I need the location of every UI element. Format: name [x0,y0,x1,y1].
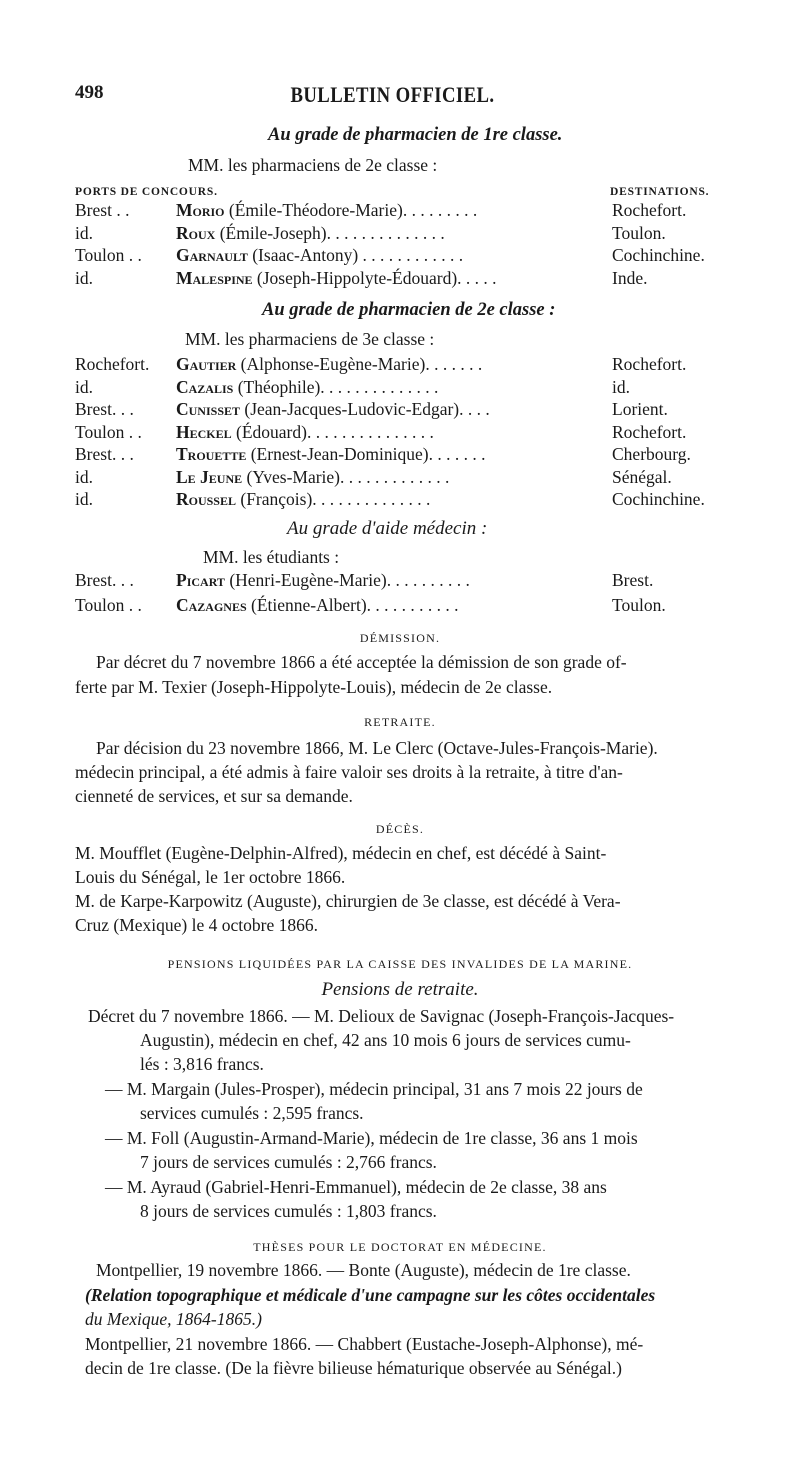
row-destination: Toulon. [612,222,666,243]
row-person [176,595,459,616]
section-heading-retraite: RETRAITE. [364,715,436,729]
paragraph-line: cienneté de services, et sur sa demande. [75,786,353,806]
row-given-names: (Isaac-Antony) . . . . . . . . . . . . [247,245,464,265]
row-person [176,200,477,221]
row-given-names: (Émile-Joseph). . . . . . . . . . . . . . [215,222,445,243]
column-header-ports: PORTS DE CONCOURS. [75,186,218,198]
row-person [176,268,497,289]
paragraph-line: Augustin), médecin en chef, 42 ans 10 mois 6 jours de services cumu- [140,1030,631,1050]
section-subtitle-pensions: Pensions de retraite. [321,979,479,1000]
row-surname: Morio [176,200,225,220]
row-port: Brest . . [75,200,130,220]
row-given-names: (Alphonse-Eugène-Marie). . . . . . . [236,354,483,374]
row-given-names: (Étienne-Albert). . . . . . . . . . . [246,595,459,615]
paragraph-line: services cumulés : 2,595 francs. [140,1103,364,1123]
row-person [176,570,470,591]
row-person [176,223,445,244]
section-heading-deces: DÉCÈS. [375,822,425,836]
row-person [176,245,463,266]
row-port: Brest. . . [75,399,134,419]
paragraph-line: Par décision du 23 novembre 1866, M. Le Clerc (Octave-Jules-François-Marie). [96,738,658,758]
row-person [176,399,490,420]
row-given-names: (François). . . . . . . . . . . . . . [236,489,431,509]
section-title-pharmacien-2: Au grade de pharmacien de 2e classe : [262,300,556,320]
paragraph-line: Par décret du 7 novembre 1866 a été acceptée la démission de son grade of- [96,652,627,672]
paragraph-line: — M. Foll (Augustin-Armand-Marie), médecin de 1re classe, 36 ans 1 mois [105,1128,638,1148]
row-destination: Rochefort. [612,421,687,442]
paragraph-line: — M. Margain (Jules-Prosper), médecin principal, 31 ans 7 mois 22 jours de [105,1079,643,1099]
page-header [75,82,710,112]
paragraph-line: M. de Karpe-Karpowitz (Auguste), chirurgien de 3e classe, est décédé à Vera- [75,891,621,911]
row-given-names: (Henri-Eugène-Marie). . . . . . . . . . [224,570,470,590]
paragraph-line: decin de 1re classe. (De la fièvre bilieuse hématurique observée au Sénégal.) [85,1358,622,1378]
row-surname: Garnault [176,245,248,265]
paragraph-line: Montpellier, 21 novembre 1866. — Chabbert (Eustache-Joseph-Alphonse), mé- [85,1334,644,1354]
paragraph-line: 7 jours de services cumulés : 2,766 francs. [140,1152,437,1172]
row-person [176,354,482,375]
row-given-names: (Yves-Marie). . . . . . . . . . . . . [242,466,450,487]
section-intro: MM. les pharmaciens de 3e classe : [185,329,435,349]
row-port: Rochefort. [75,354,150,374]
row-given-names: (Jean-Jacques-Ludovic-Edgar). . . . [240,399,490,419]
paragraph-line: du Mexique, 1864-1865.) [85,1309,262,1329]
row-surname: Gautier [176,354,237,374]
section-heading-theses: THÈSES POUR LE DOCTORAT EN MÉDECINE. [253,1240,547,1254]
section-title-aide-medecin: Au grade d'aide médecin : [287,518,488,539]
paragraph-line: M. Moufflet (Eugène-Delphin-Alfred), médecin en chef, est décédé à Saint- [75,843,607,863]
row-person [176,467,449,488]
paragraph-line: ferte par M. Texier (Joseph-Hippolyte-Louis), médecin de 2e classe. [75,677,553,697]
paragraph-line: Décret du 7 novembre 1866. — M. Delioux de Savignac (Joseph-François-Jacques- [88,1006,675,1026]
row-surname: Roussel [176,489,236,509]
row-port: id. [75,466,93,487]
page-number: 498 [75,82,104,103]
column-header-destinations: DESTINATIONS. [610,186,710,198]
row-destination: Rochefort. [612,200,687,220]
row-surname: Cazagnes [176,595,247,615]
row-destination: Inde. [612,267,648,288]
paragraph-line: Louis du Sénégal, le 1er octobre 1866. [75,867,346,887]
row-given-names: (Émile-Théodore-Marie). . . . . . . . . [224,200,478,220]
section-intro: MM. les pharmaciens de 2e classe : [188,155,438,175]
row-surname: Roux [176,222,216,243]
row-surname: Cazalis [176,376,234,397]
row-person [176,377,438,398]
row-surname: Heckel [176,421,232,442]
section-heading-demission: DÉMISSION. [359,631,441,645]
row-destination: Toulon. [612,595,666,615]
section-heading-pensions: PENSIONS LIQUIDÉES PAR LA CAISSE DES INVALIDES DE LA MARINE. [167,957,633,971]
paragraph-line: (Relation topographique et médicale d'une campagne sur les côtes occidentales [85,1285,656,1305]
row-surname: Le Jeune [176,466,243,487]
row-given-names: (Joseph-Hippolyte-Édouard). . . . . [252,267,497,288]
row-surname: Trouette [176,444,247,464]
section-intro: MM. les étudiants : [203,547,340,567]
paragraph-line: médecin principal, a été admis à faire valoir ses droits à la retraite, à titre d'an- [75,762,623,782]
row-person [176,489,430,510]
row-port: Brest. . . [75,570,134,590]
section-title-pharmacien-1: Au grade de pharmacien de 1re classe. [268,125,563,145]
row-person [176,444,485,465]
row-surname: Malespine [176,267,253,288]
row-destination: Cochinchine. [612,245,705,265]
row-destination: Sénégal. [612,466,672,487]
row-port: id. [75,222,93,243]
row-port: id. [75,267,93,288]
row-port: Toulon . . [75,421,142,442]
row-destination: Lorient. [612,399,668,419]
row-destination: Rochefort. [612,354,687,374]
paragraph-line: Montpellier, 19 novembre 1866. — Bonte (Auguste), médecin de 1re classe. [96,1260,631,1280]
running-title: BULLETIN OFFICIEL. [290,82,495,107]
row-port: Toulon . . [75,595,142,615]
row-port: Toulon . . [75,245,142,265]
paragraph-line: — M. Ayraud (Gabriel-Henri-Emmanuel), médecin de 2e classe, 38 ans [105,1177,607,1197]
row-port: Brest. . . [75,444,134,464]
row-given-names: (Théophile). . . . . . . . . . . . . . [233,376,439,397]
row-destination: id. [612,376,630,397]
row-given-names: (Édouard). . . . . . . . . . . . . . . [231,421,434,442]
row-destination: Cherbourg. [612,444,691,464]
row-person [176,422,434,443]
paragraph-line: Cruz (Mexique) le 4 octobre 1866. [75,915,318,935]
row-given-names: (Ernest-Jean-Dominique). . . . . . . [246,444,486,464]
paragraph-line: 8 jours de services cumulés : 1,803 francs. [140,1201,437,1221]
row-destination: Brest. [612,570,654,590]
paragraph-line: lés : 3,816 francs. [140,1054,264,1074]
row-port: id. [75,489,93,509]
row-port: id. [75,376,93,397]
row-destination: Cochinchine. [612,489,705,509]
row-surname: Picart [176,570,225,590]
row-surname: Cunisset [176,399,240,419]
